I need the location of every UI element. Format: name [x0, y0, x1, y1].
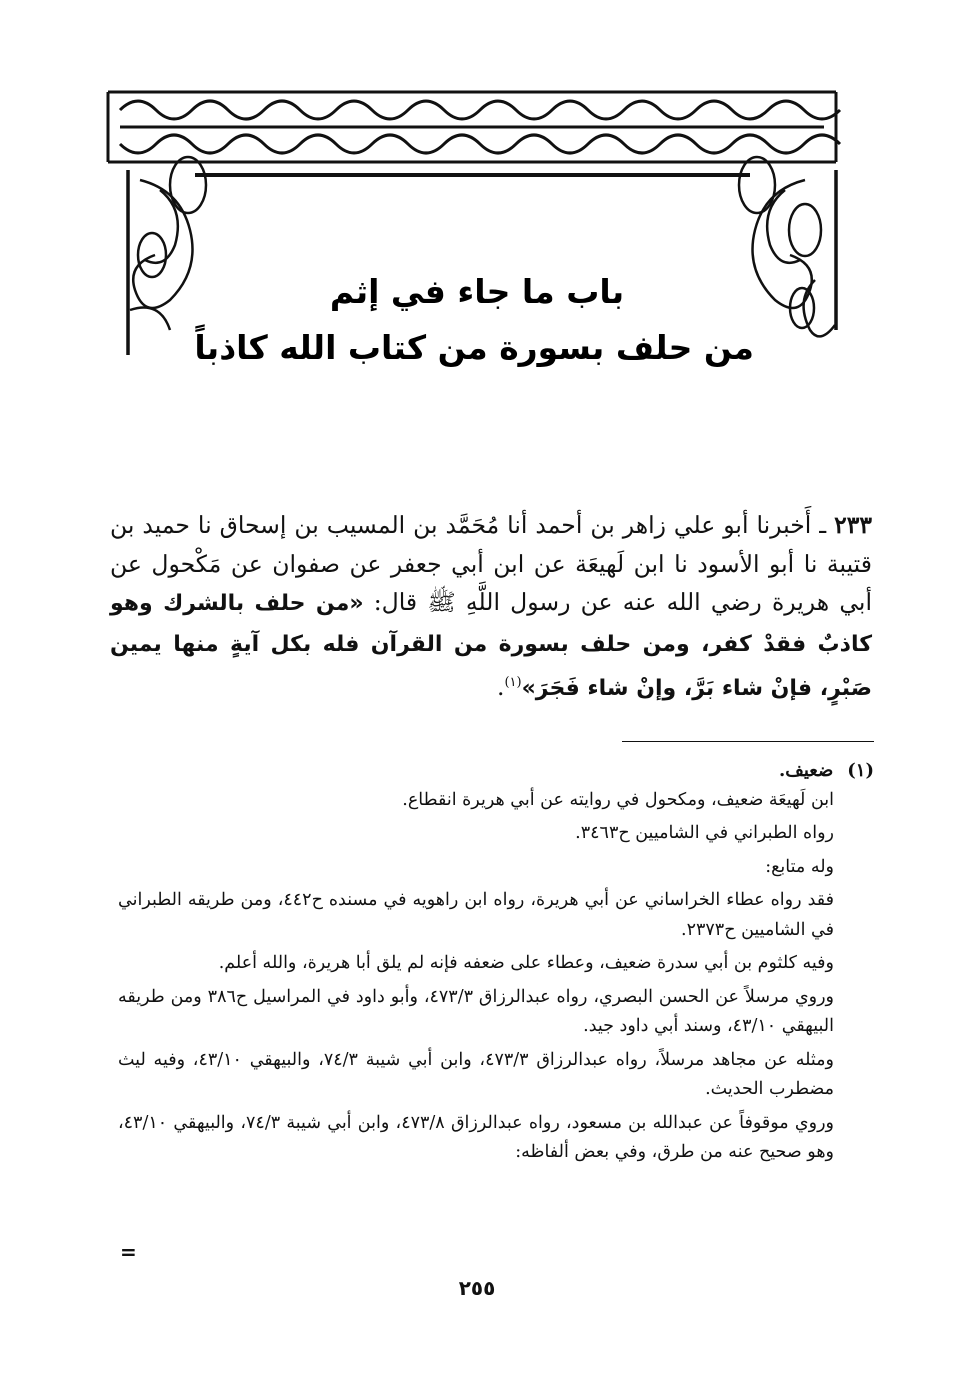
- footnote-paragraph: رواه الطبراني في الشاميين ح٣٤٦٣.: [575, 823, 834, 843]
- continuation-mark: =: [120, 1240, 137, 1264]
- footnote-grade: ضعيف.: [778, 760, 834, 781]
- page-number: ٢٥٥: [458, 1276, 496, 1300]
- footnotes: [118, 756, 874, 1172]
- footnote-paragraph: وروي موقوفاً عن عبدالله بن مسعود، رواه عبدالرزاق ٤٧٣/٨، وابن أبي شيبة ٧٤/٣، والبيهقي ٤٣/١٠، وهو صحيح عنه من طرق، وفي بعض ألفاظه:: [118, 1112, 834, 1162]
- footnote-paragraph: ابن لَهيعَة ضعيف، ومكحول في روايته عن أبي هريرة انقطاع.: [402, 789, 834, 810]
- chapter-title-line-1: باب ما جاء في إثم: [329, 272, 625, 311]
- footnote-separator: [622, 741, 874, 742]
- chapter-title-line-2: من حلف بسورة من كتاب الله كاذباً: [194, 328, 754, 367]
- footnote-heading: [118, 756, 874, 786]
- footnote-paragraph: وروي مرسلاً عن الحسن البصري، رواه عبدالرزاق ٤٧٣/٣، وأبو داود في المراسيل ح٣٨٦ ومن طريقه البيهقي ٤٣/١٠، وسند أبي داود جيد.: [118, 986, 835, 1036]
- footnote-paragraph: وفيه كلثوم بن أبي سدرة ضعيف، وعطاء على ضعفه فإنه لم يلق أبا هريرة، والله أعلم.: [218, 953, 834, 973]
- footnote-body: [118, 786, 834, 1168]
- footnote-reference: (١): [504, 675, 522, 690]
- hadith-matn: «من حلف بالشرك وهو كاذبٌ فقدْ كفر، ومن حلف بسورة من القرآن فله بكل آيةٍ منها يمين صَبْرٍ، فإنْ شاء بَرَّ، وإنْ شاء فَجَرَ»: [110, 591, 872, 701]
- hadith-text: [110, 506, 872, 708]
- footnote-paragraph: فقد رواه عطاء الخراساني عن أبي هريرة، رواه ابن راهويه في مسنده ح٤٤٢، ومن طريقه الطبراني في الشاميين ح٢٣٧٣.: [118, 890, 834, 940]
- hadith-number: ٢٣٣: [834, 511, 872, 539]
- chapter-title: [194, 264, 754, 376]
- hadith-end: .: [496, 672, 505, 701]
- footnote-paragraph: ومثله عن مجاهد مرسلاً، رواه عبدالرزاق ٤٧٣/٣، وابن أبي شيبة ٧٤/٣، والبيهقي ٤٣/١٠، وفيه ليث مضطرب الحديث.: [118, 1049, 834, 1099]
- footnote-paragraph: وله متابع:: [765, 856, 834, 877]
- hadith-isnad: ـ أَخبرنا أبو علي زاهر بن أحمد أنا مُحَمَّد بن المسيب بن إسحاق نا حميد بن قتيبة نا أبو الأسود نا ابن لَهيعَة عن ابن أبي جعفر عن صفوان عن مَكْحول عن أبي هريرة رضي الله عنه عن رسول اللَّهِ ﷺ قال:: [110, 511, 872, 616]
- footnote-mark: (١): [847, 760, 874, 781]
